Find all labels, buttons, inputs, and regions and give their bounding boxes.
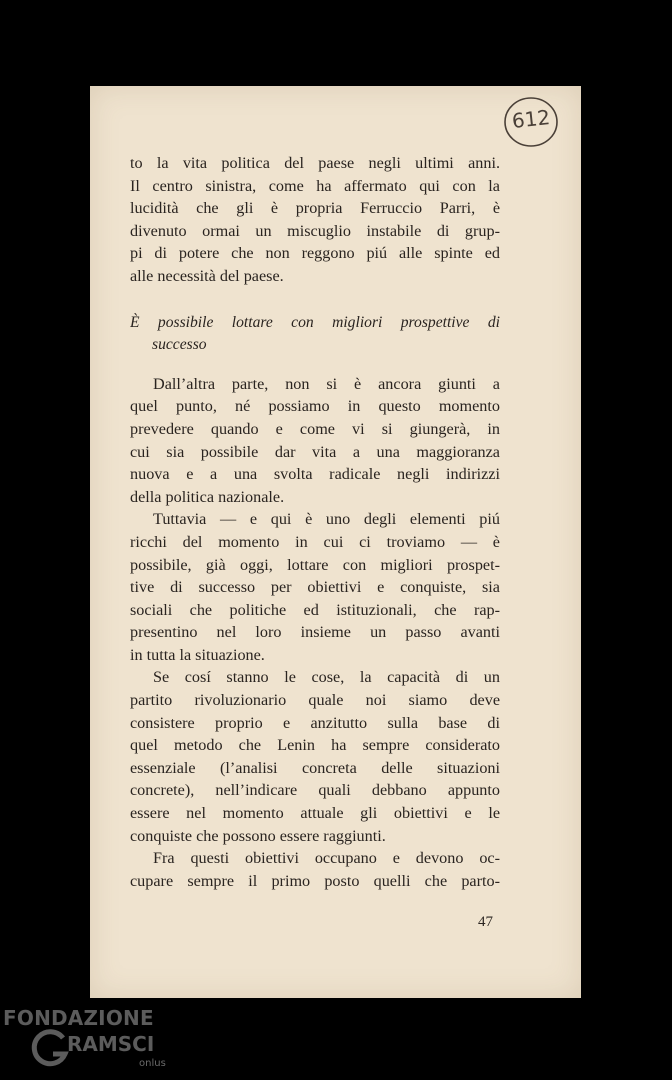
text-line: sociali che politiche ed istituzionali, che rap- (130, 600, 500, 619)
text-line: essenziale (l’analisi concreta delle situazioni (130, 758, 500, 777)
text-line: concrete), nell’indicare quali debbano appunto (130, 781, 500, 800)
text-line: quel punto, né possiamo in questo momento (130, 397, 500, 416)
logo-line-onlus: onlus (139, 1058, 166, 1069)
scanned-page (90, 86, 581, 998)
section-heading: successo (152, 336, 207, 354)
text-line: consistere proprio e anzitutto sulla base di (130, 713, 500, 732)
text-line: partito rivoluzionario quale noi siamo deve (130, 691, 500, 710)
logo-line-gramsci: RAMSCI (67, 1032, 155, 1056)
text-line: Il centro sinistra, come ha affermato qui con la (130, 176, 500, 195)
text-line: Tuttavia — e qui è uno degli elementi piú (153, 510, 500, 529)
text-line: possibile, già oggi, lottare con migliori prospet- (130, 555, 500, 574)
text-line: della politica nazionale. (130, 487, 285, 506)
text-line: presentino nel loro insieme un passo avanti (130, 623, 500, 642)
text-line: conquiste che possono essere raggiunti. (130, 826, 386, 845)
text-line: essere nel momento attuale gli obiettivi e le (130, 804, 500, 823)
page-number: 47 (478, 914, 493, 930)
text-line: quel metodo che Lenin ha sempre considerato (130, 736, 500, 755)
text-line: to la vita politica del paese negli ultimi anni. (130, 154, 500, 172)
text-line: divenuto ormai un miscuglio instabile di grup- (130, 221, 500, 240)
text-line: tive di successo per obiettivi e conquiste, sia (130, 578, 500, 597)
section-heading: È possibile lottare con migliori prospettive di (130, 313, 500, 331)
text-line: lucidità che gli è propria Ferruccio Parri, è (130, 199, 500, 218)
stamp-number: 612 (510, 105, 552, 133)
text-line: cupare sempre il primo posto quelli che parto- (130, 871, 500, 890)
fondazione-gramsci-logo (3, 1006, 168, 1080)
text-line: Fra questi obiettivi occupano e devono oc- (153, 849, 500, 868)
body-text (130, 152, 500, 892)
spacer (130, 288, 500, 312)
text-line: alle necessità del paese. (130, 266, 284, 285)
text-line: pi di potere che non reggono piú alle spinte ed (130, 244, 500, 263)
text-line: ricchi del momento in cui ci troviamo — è (130, 532, 500, 551)
text-line: Dall’altra parte, non si è ancora giunti a (153, 374, 500, 393)
spacer (130, 357, 500, 373)
archive-stamp (503, 94, 559, 150)
text-line: Se cosí stanno le cose, la capacità di un (153, 668, 500, 687)
logo-line-fondazione: FONDAZIONE (3, 1006, 154, 1030)
text-line: cui sia possibile dar vita a una maggioranza (130, 442, 500, 461)
logo-g-icon (29, 1028, 71, 1070)
text-line: prevedere quando e come vi si giungerà, in (130, 419, 500, 438)
text-line: in tutta la situazione. (130, 645, 265, 664)
text-line: nuova e a una svolta radicale negli indirizzi (130, 465, 500, 484)
